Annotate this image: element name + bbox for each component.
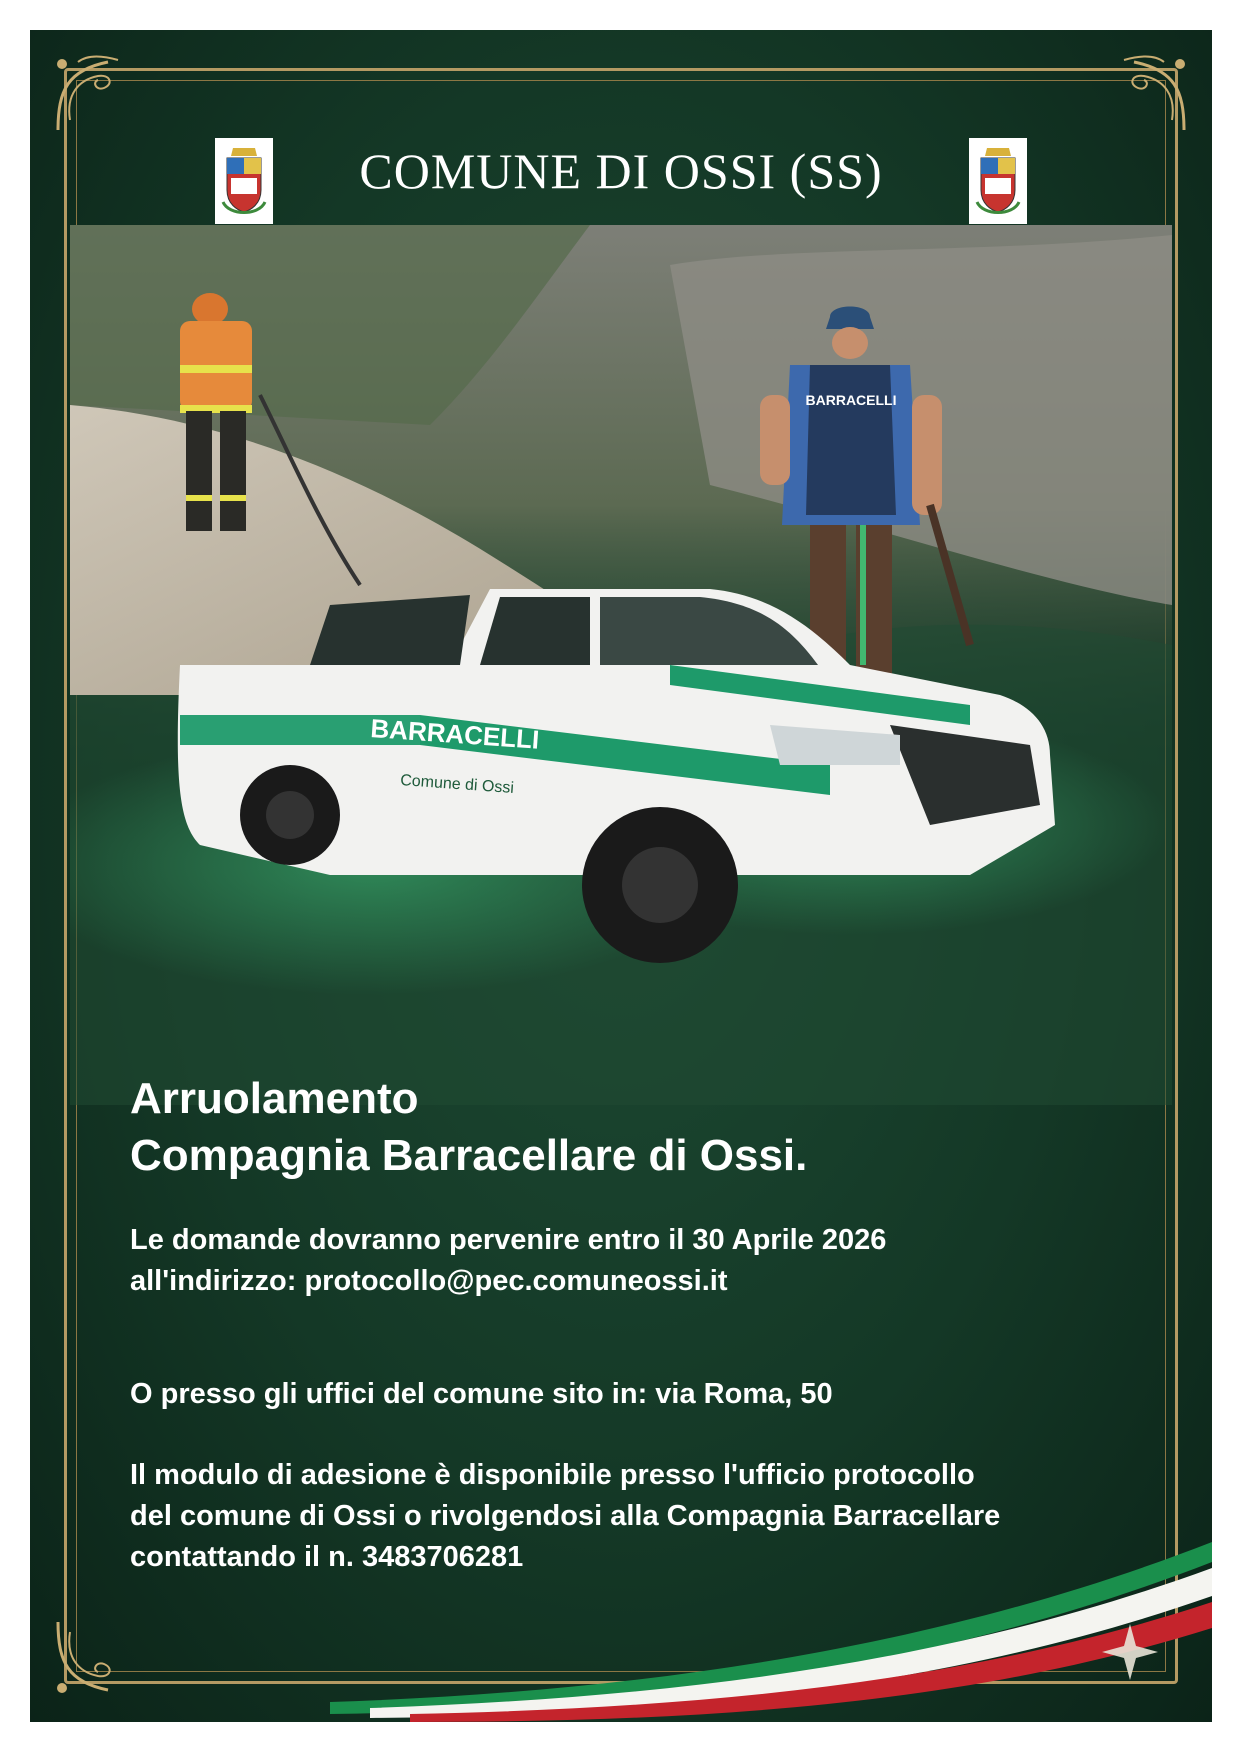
vest-label: BARRACELLI bbox=[805, 392, 897, 408]
deadline-paragraph bbox=[130, 1220, 1110, 1302]
email-text: all'indirizzo: protocollo@pec.comuneossi.it bbox=[130, 1265, 728, 1298]
headline bbox=[130, 1070, 1090, 1184]
text-line: O presso gli uffici del comune sito in: via Roma, 50 bbox=[130, 1378, 833, 1410]
page-title: COMUNE DI OSSI (SS) bbox=[359, 142, 883, 199]
text-line: Il modulo di adesione è disponibile presso l'ufficio protocollo bbox=[130, 1459, 975, 1491]
headline-line: Compagnia Barracellare di Ossi. bbox=[130, 1131, 808, 1181]
hero-photo bbox=[70, 225, 1172, 1105]
headline-line: Arruolamento bbox=[130, 1074, 419, 1123]
coat-of-arms-icon bbox=[969, 138, 1027, 224]
poster bbox=[30, 30, 1212, 1722]
address-paragraph bbox=[130, 1374, 1110, 1415]
text-line: del comune di Ossi o rivolgendosi alla Compagnia Barracellare bbox=[130, 1500, 1001, 1533]
vehicle-label: BARRACELLI bbox=[369, 713, 541, 755]
sparkle-star-icon bbox=[1100, 1622, 1160, 1682]
phone-text: contattando il n. 3483706281 bbox=[130, 1541, 524, 1574]
text-line: Le domande dovranno pervenire entro il 30 Aprile 2026 bbox=[130, 1224, 887, 1256]
italian-flag-ribbon bbox=[30, 1452, 1212, 1722]
coat-of-arms-icon bbox=[215, 138, 273, 224]
vehicle-sublabel: Comune di Ossi bbox=[399, 772, 515, 797]
